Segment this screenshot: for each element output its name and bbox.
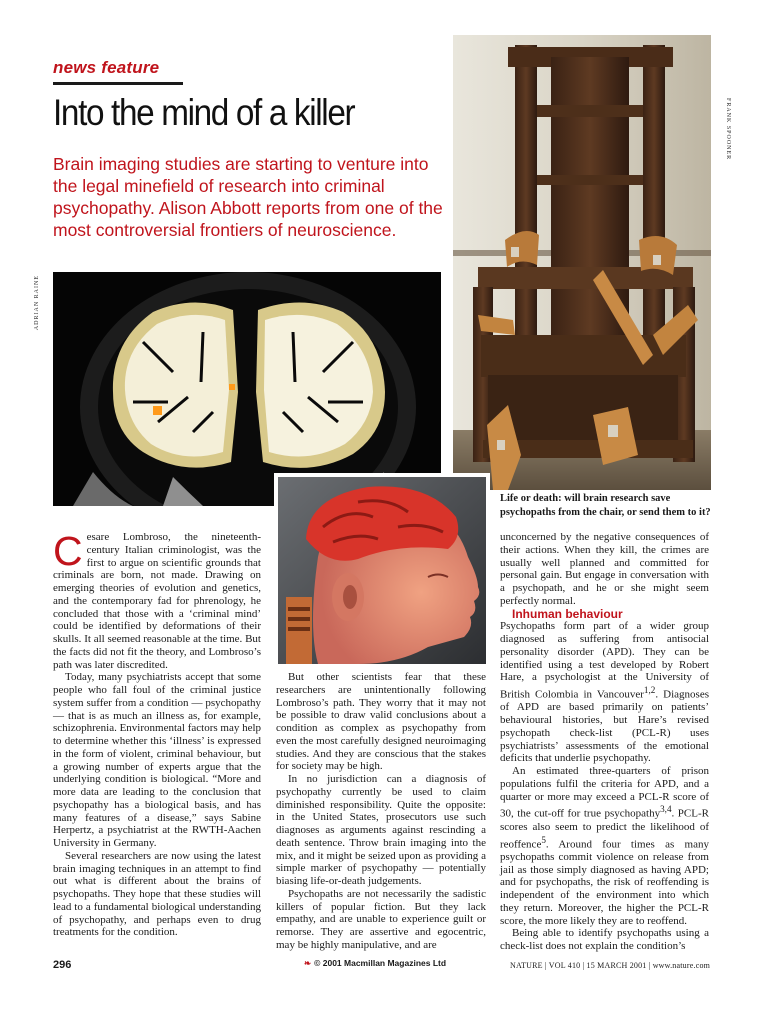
citation-superscript: 5 [541, 834, 546, 845]
paragraph: Being able to identify psychopaths using a check-list does not explain the condition’s [500, 927, 709, 953]
macmillan-logo-icon: ❧ [304, 958, 312, 968]
brain-scan-image [53, 272, 441, 506]
article-standfirst: Brain imaging studies are starting to venture into the legal minefield of research into criminal psychopathy. Alison Abbott reports from one of the most controversial frontiers of neuroscience. [53, 154, 443, 240]
paragraph: In no jurisdiction can a diagnosis of psychopathy currently be used to claim diminished responsibility. Quite the opposite: in the United States, prosecutors use such diagnoses as arguments against rescinding a death sentence. Throw brain imaging into the mix, and it might be seized upon as providing a simple marker of psychopathy — potentially biasing life-or-death judgements. [276, 773, 486, 887]
body-column-2 [276, 671, 486, 952]
paragraph: esare Lombroso, the nineteenth-century Italian criminologist, was the first to argue on scientific grounds that criminals are born, not made. Drawing on emerging theories of evolution and genetics, and the contemporary fad for phrenology, he concluded that those with a ‘criminal mind’ could be identified by deformations of their skulls. It all seemed reasonable at the time. But the facts did not fit the theory, and Lombroso’s path was later discredited. [53, 531, 261, 671]
electric-chair-photo [453, 35, 711, 490]
copyright-text: © 2001 Macmillan Magazines Ltd [314, 958, 447, 968]
journal-citation: NATURE | VOL 410 | 15 MARCH 2001 | www.nature.com [510, 961, 711, 970]
paragraph [500, 620, 709, 765]
paragraph: Psychopaths are not necessarily the sadistic killers of popular fiction. But they lack empathy, and are unable to experience guilt or remorse. They are assertive and egocentric, may be highly manipulative, and are [276, 887, 486, 951]
model-head-photo [274, 473, 490, 668]
section-subhead: Inhuman behaviour [512, 606, 623, 621]
copyright-line [304, 958, 446, 969]
text-run: An estimated three-quarters of prison populations fulfil the criteria for APD, and a quarter or more may exceed a PCL-R score of 30, the cut-off for true psychopathy [500, 765, 709, 821]
photo-caption: Life or death: will brain research save psychopaths from the chair, or send them to it? [500, 493, 711, 518]
text-run: Psychopaths form part of a wider group diagnosed as suffering from antisocial personality disorder (APD). They can be identified using a test developed by Robert Hare, a psychologist at the University of British Colombia in Vancouver [500, 620, 709, 701]
citation-superscript: 3,4 [660, 804, 672, 815]
paragraph: Several researchers are now using the latest brain imaging techniques in an attempt to find out what is different about the brains of psychopaths. They hope that these studies will lead to a fundamental biological understanding of psychopathy, and perhaps even to drug treatments for the condition. [53, 849, 261, 939]
paragraph [500, 765, 709, 927]
article-headline: Into the mind of a killer [53, 92, 355, 133]
paragraph: Today, many psychiatrists accept that some people who fall foul of the criminal justice system suffer from a condition — psychopathy — that is as much an illness as, for example, schizophrenia. Environmental factors may help to determine whether this ‘illness’ is expressed in the form of violent, criminal behaviour, but a growing number of experts argue that the underlying condition is biological. “More and more data are leading to the conclusion that psychopathy has a biological basis, and has many features of a disease,” says Sabine Herpertz, a psychiatrist at the RWTH-Aachen University in Germany. [53, 671, 262, 849]
body-column-3 [500, 531, 709, 953]
paragraph: But other scientists fear that these researchers are unintentionally following Lombroso’s path. They worry that it may not be possible to draw valid conclusions about a condition as complex as psychopathy from even the most carefully designed neuroimaging studies. And they are conscious that the stakes for society may be high. [276, 671, 486, 773]
body-column-1 [53, 528, 262, 939]
page-number: 296 [53, 959, 72, 971]
drop-cap: C [53, 528, 83, 574]
text-run: . PCL-R scores also seem to predict the likelihood of reoffence [500, 808, 709, 851]
text-run: . Diagnoses of APD are based primarily on patients’ behavioural histories, but Hare’s revised psychopath check-list (PCL-R) uses psychiatrists’ assessments of the emotional deficits that underlie psychopathy. [500, 688, 709, 765]
paragraph: unconcerned by the negative consequences of their actions. When they kill, the crimes are usually well planned and committed for personal gain. But engage in conversation with a psychopath, and he or she might seem perfectly normal. [500, 531, 709, 607]
photo-credit-chair: FRANK SPOONER [725, 98, 731, 161]
photo-credit-brain: ADRIAN RAINE [34, 275, 40, 331]
text-run: . Around four times as many psychopaths commit violence on release from jail as those simply diagnosed as having APD; and for psychopaths, the risk of reoffending is independent of the environment into which they return. Moreover, the higher the PCL-R score, the more likely they are to reoffend. [500, 838, 709, 927]
section-kicker: news feature [53, 58, 160, 77]
kicker-rule [53, 82, 183, 85]
citation-superscript: 1,2 [643, 685, 656, 695]
